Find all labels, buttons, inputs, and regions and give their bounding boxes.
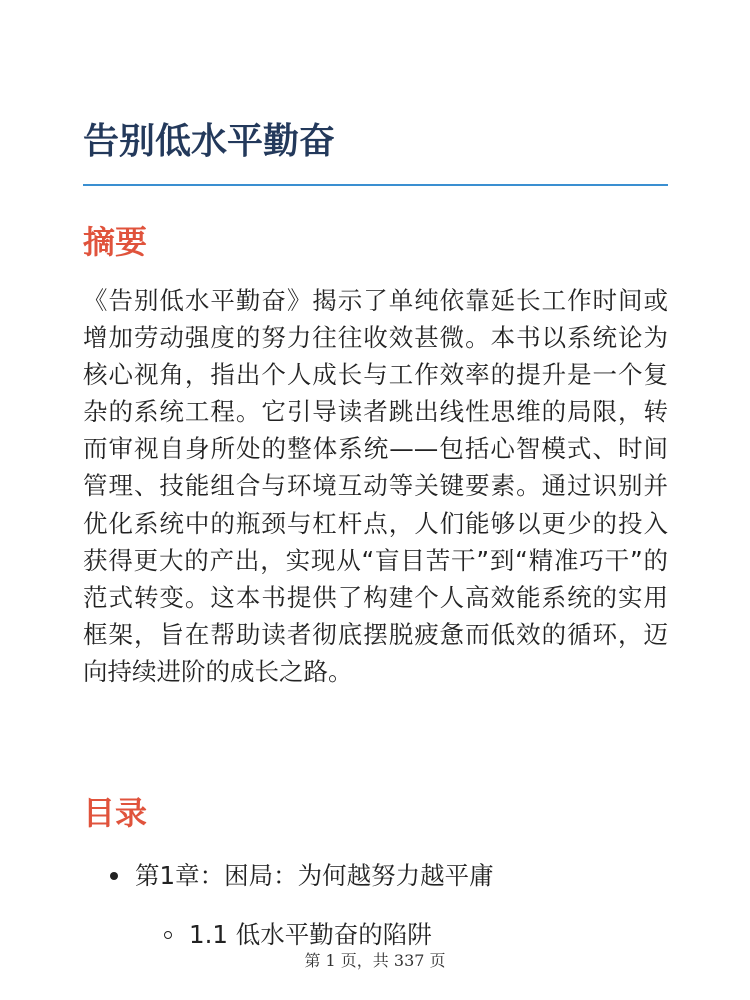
page-number-footer: 第 1 页，共 337 页 [304, 951, 446, 970]
toc-item-label: 1.1 低水平勤奋的陷阱 [189, 920, 432, 949]
book-title: 告别低水平勤奋 [83, 121, 336, 162]
toc-list [83, 854, 668, 957]
abstract-text: 《告别低水平勤奋》揭示了单纯依靠延长工作时间或增加劳动强度的努力往往收效甚微。本书以系统论为核心视角，指出个人成长与工作效率的提升是一个复杂的系统工程。它引导读者跳出线性思维的局限，转而审视自身所处的整体系统——包括心智模式、时间管理、技能组合与环境互动等关键要素。通过识别并优化系统中的瓶颈与杠杆点，人们能够以更少的投入获得更大的产出，实现从“盲目苦干”到“精准巧干”的范式转变。这本书提供了构建个人高效能系统的实用框架，旨在帮助读者彻底摆脱疲惫而低效的循环，迈向持续进阶的成长之路。 [83, 286, 668, 686]
toc-heading: 目录 [83, 794, 148, 832]
title-divider [83, 184, 668, 186]
toc-item-chapter-1[interactable] [83, 854, 668, 898]
bullet-dot-icon [110, 872, 118, 880]
bullet-circle-icon [164, 931, 172, 939]
abstract-heading: 摘要 [83, 223, 148, 261]
toc-item-label: 第1章：困局：为何越努力越平庸 [135, 861, 494, 890]
